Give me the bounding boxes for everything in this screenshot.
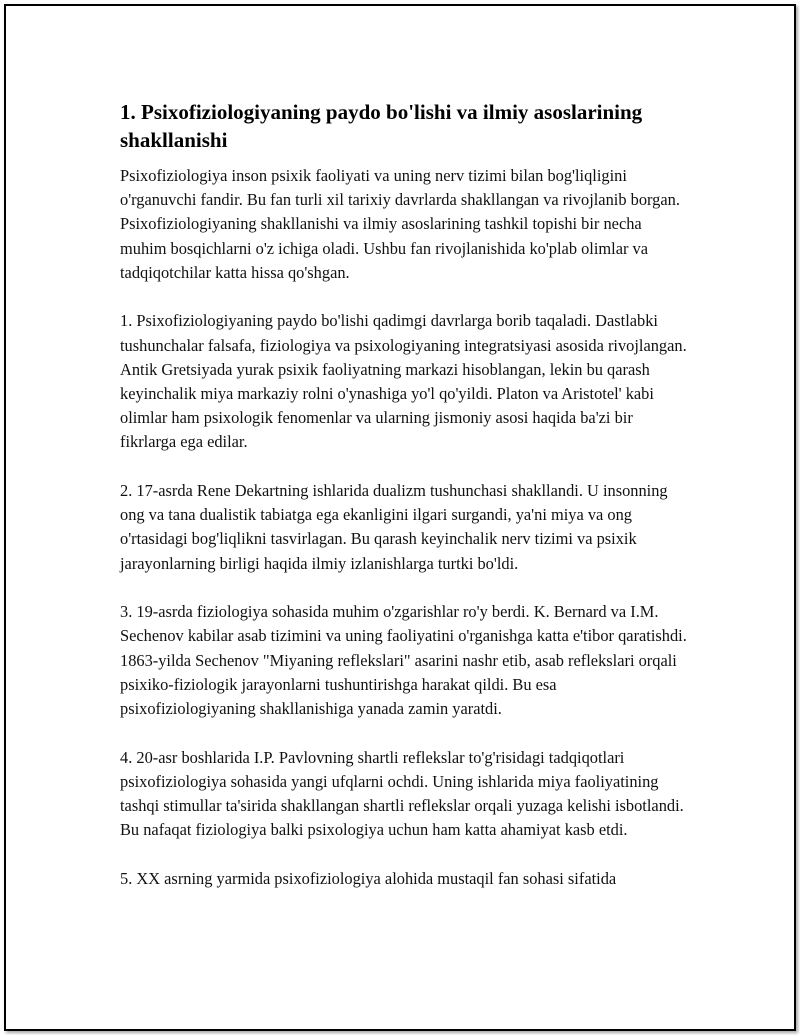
paragraph-3: 3. 19-asrda fiziologiya sohasida muhim o'zgarishlar ro'y berdi. K. Bernard va I.M. Sechenov kabilar asab tizimini va uning faoliyatini o'rganishga katta e'tibor qaratishdi. 1863-yilda Sechenov "Miyaning reflekslari" asarini nashr etib, asab reflekslari orqali psixiko-fiziologik jarayonlarni tushuntirishga harakat qildi. Bu esa psixofiziologiyaning shakllanishiga yanada zamin yaratdi. [120, 602, 687, 719]
paragraph-4: 4. 20-asr boshlarida I.P. Pavlovning shartli reflekslar to'g'risidagi tadqiqotlari psixofiziologiya sohasida yangi ufqlarni ochdi. Uning ishlarida miya faoliyatining tashqi stimullar ta'sirida shakllangan shartli reflekslar orqali yuzaga kelishi isbotlandi. Bu nafaqat fiziologiya balki psixologiya uchun ham katta ahamiyat kasb etdi. [120, 747, 684, 840]
paragraph-2: 2. 17-asrda Rene Dekartning ishlarida dualizm tushunchasi shakllandi. U insonning ong va tana dualistik tabiatga ega ekanligini ilgari surgandi, ya'ni miya va ong o'rtasidagi bog'liqlikni tasvirlagan. Bu qarash keyinchalik nerv tizimi va psixik jarayonlarning birligi haqida ilmiy izlanishlarga turtki bo'ldi. [120, 481, 668, 573]
document-page [4, 4, 796, 1031]
paragraph-5: 5. XX asrning yarmida psixofiziologiya alohida mustaqil fan sohasi sifatida [120, 868, 617, 888]
paragraph-intro: Psixofiziologiya inson psixik faoliyati va uning nerv tizimi bilan bog'liqligini o'rganuvchi fandir. Bu fan turli xil tarixiy davrlarda shakllangan va rivojlanib borgan. Psixofiziologiyaning shakllanishi va ilmiy asoslarining tashkil topishi bir necha muhim bosqichlarni o'z ichiga oladi. Ushbu fan rivojlanishida ko'plab olimlar va tadqiqotchilar katta hissa qo'shgan. [120, 166, 680, 282]
document-body [120, 98, 692, 915]
section-heading: 1. Psixofiziologiyaning paydo bo'lishi va ilmiy asoslarining shakllanishi [120, 100, 643, 152]
paragraph-1: 1. Psixofiziologiyaning paydo bo'lishi qadimgi davrlarga borib taqaladi. Dastlabki tushunchalar falsafa, fiziologiya va psixologiyaning integratsiyasi asosida rivojlangan. Antik Gretsiyada yurak psixik faoliyatning markazi hisoblangan, lekin bu qarash keyinchalik miya markaziy rolni o'ynashiga yo'l qo'yildi. Platon va Aristotel' kabi olimlar ham psixologik fenomenlar va ularning jismoniy asosi haqida ba'zi bir fikrlarga ega edilar. [120, 311, 687, 452]
